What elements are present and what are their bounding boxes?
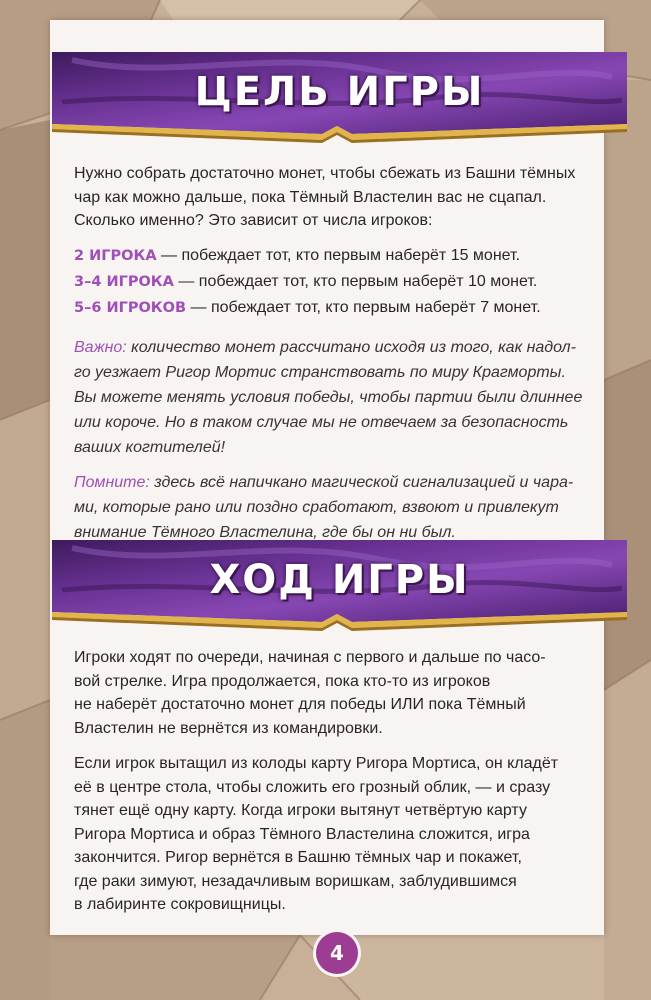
turn-section [74, 646, 594, 927]
player-count: 3–4 ИГРОКА [74, 273, 174, 290]
important-line: Вы можете менять условия победы, чтобы партии были длиннее [74, 388, 583, 406]
turn-title: ХОД ИГРЫ [209, 557, 470, 603]
goal-section [74, 162, 594, 555]
turn-line: Властелин не вернётся из командировки. [74, 719, 383, 737]
turn-line: где раки зимуют, незадачливым воришкам, заблудившимся [74, 872, 517, 890]
page-number: 4 [316, 932, 358, 974]
important-line: го уезжает Ригор Мортис странствовать по миру Крагморты. [74, 363, 566, 381]
turn-line: её в центре стола, чтобы сложить его грозный облик, — и сразу [74, 778, 551, 796]
win-condition-text: — побеждает тот, кто первым наберёт 10 монет. [173, 272, 538, 290]
win-conditions [74, 243, 594, 321]
important-line: количество монет рассчитано исходя из того, как надол- [126, 338, 577, 356]
win-condition-text: — побеждает тот, кто первым наберёт 15 монет. [156, 246, 521, 264]
turn-para-2 [74, 752, 594, 917]
win-condition-5-6 [74, 295, 594, 321]
remember-note [74, 470, 594, 545]
goal-intro-line: Сколько именно? Это зависит от числа игроков: [74, 212, 433, 229]
win-condition-3-4 [74, 269, 594, 295]
turn-line: закончится. Ригор вернётся в Башню тёмных чар и покажет, [74, 849, 522, 866]
win-condition-text: — побеждает тот, кто первым наберёт 7 монет. [186, 298, 541, 316]
goal-intro-line: Нужно собрать достаточно монет, чтобы сбежать из Башни тёмных [74, 165, 576, 182]
turn-line: Игроки ходят по очереди, начиная с первого и дальше по часо- [74, 649, 546, 666]
turn-line: не наберёт достаточно монет для победы ИЛИ пока Тёмный [74, 696, 526, 713]
remember-line: здесь всё напичкано магической сигнализацией и чара- [149, 473, 574, 491]
remember-line: внимание Тёмного Властелина, где бы он ни был. [74, 523, 456, 541]
important-line: ваших когтителей! [74, 438, 226, 456]
important-note [74, 335, 594, 460]
goal-intro-line: чар как можно дальше, пока Тёмный Властелин вас не сцапал. [74, 188, 547, 206]
win-condition-2 [74, 243, 594, 269]
remember-label: Помните: [74, 473, 150, 491]
goal-intro [74, 162, 594, 233]
goal-banner [52, 52, 627, 154]
turn-line: тянет ещё одну карту. Когда игроки вытянут четвёртую карту [74, 802, 527, 819]
turn-line: Ригора Мортиса и образ Тёмного Властелина сложится, игра [74, 825, 530, 843]
turn-para-1 [74, 646, 594, 740]
important-line: или короче. Но в таком случае мы не отвечаем за безопасность [74, 413, 569, 431]
turn-banner [52, 540, 627, 642]
important-label: Важно: [74, 338, 127, 356]
turn-line: в лабиринте сокровищницы. [74, 896, 286, 913]
remember-line: ми, которые рано или поздно сработают, взвоют и привлекут [74, 498, 559, 516]
turn-line: вой стрелке. Игра продолжается, пока кто-то из игроков [74, 672, 491, 690]
goal-title: ЦЕЛЬ ИГРЫ [194, 69, 485, 115]
player-count: 5–6 ИГРОКОВ [74, 299, 187, 316]
turn-line: Если игрок вытащил из колоды карту Ригора Мортиса, он кладёт [74, 755, 559, 772]
player-count: 2 ИГРОКА [74, 247, 157, 264]
